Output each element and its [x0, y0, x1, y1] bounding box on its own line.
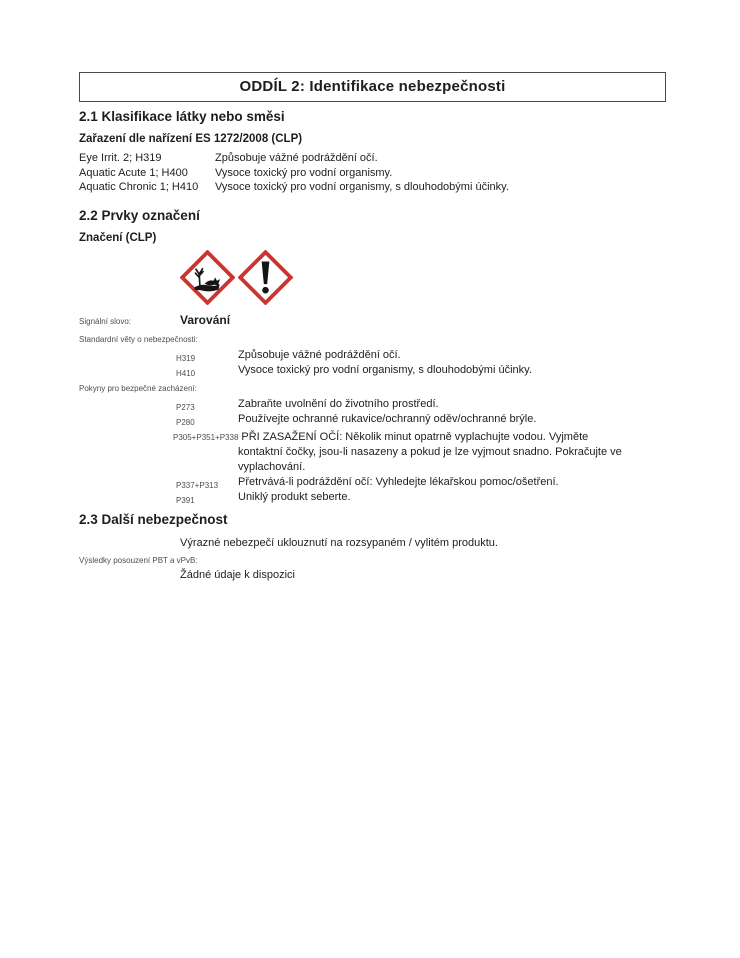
signal-word-row: [79, 313, 666, 327]
signal-word: Varování: [180, 312, 231, 327]
ghs09-environment-pictogram-icon: [180, 250, 235, 305]
hazard-statements-label: Standardní věty o nebezpečnosti:: [79, 334, 198, 344]
hazard-class-code: Aquatic Acute 1; H400: [79, 166, 188, 179]
subheading-clp-labelling: Značení (CLP): [79, 231, 157, 244]
section-2-content: [79, 72, 666, 587]
p-statement-text: Používejte ochranné rukavice/ochranný oděv/ochranné brýle.: [238, 412, 537, 425]
h-statement-text: Způsobuje vážné podráždění očí.: [238, 348, 401, 361]
ghs07-exclamation-pictogram-icon: [238, 250, 293, 305]
heading-2-1: 2.1 Klasifikace látky nebo směsi: [79, 109, 285, 124]
classification-row: [79, 166, 666, 181]
p-statement-text: PŘI ZASAŽENÍ OČÍ: Několik minut opatrně vyplachujte vodou. Vyjměte kontaktní čočky, jsou-li nasazeny a pokud je lze vyjmout snadno. Pokračujte ve vyplachování.: [238, 430, 622, 473]
section-title: ODDÍL 2: Identifikace nebezpečnosti: [79, 72, 666, 102]
p-statement-text: Uniklý produkt seberte.: [238, 490, 351, 503]
pbt-assessment-text: Žádné údaje k dispozici: [180, 568, 295, 581]
hazard-statement-row: [79, 348, 666, 363]
hazard-class-text: Způsobuje vážné podráždění očí.: [215, 152, 378, 164]
h-statement-code: H319: [176, 353, 196, 363]
p-statement-code: P273: [176, 402, 195, 412]
p-statement-code: P391: [176, 495, 195, 505]
classification-table: [79, 151, 666, 195]
p-statement-code: P337+P313: [176, 480, 219, 490]
precautionary-statement-row: [79, 475, 666, 490]
precautionary-statement-row: [79, 397, 666, 412]
hazard-class-code: Eye Irrit. 2; H319: [79, 152, 162, 164]
precautionary-statement-row: [79, 490, 666, 505]
hazard-class-text: Vysoce toxický pro vodní organismy.: [215, 166, 393, 179]
precautionary-statements-label: Pokyny pro bezpečné zacházení:: [79, 383, 197, 393]
classification-row: [79, 151, 666, 166]
precautionary-statement-row: [79, 430, 628, 475]
hazard-statement-row: [79, 363, 666, 378]
heading-2-3: 2.3 Další nebezpečnost: [79, 511, 228, 527]
classification-row: [79, 180, 666, 195]
hazard-class-text: Vysoce toxický pro vodní organismy, s dlouhodobými účinky.: [215, 181, 509, 193]
p-statement-text: Zabraňte uvolnění do životního prostředí.: [238, 397, 439, 410]
h-statement-code: H410: [176, 368, 196, 378]
p-statement-code: P280: [176, 417, 195, 427]
heading-2-2: 2.2 Prvky označení: [79, 207, 200, 223]
precautionary-statement-row: [79, 412, 666, 427]
pbt-assessment-label: Výsledky posouzení PBT a vPvB:: [79, 555, 198, 565]
p-statement-text: Přetrvává-li podráždění očí: Vyhledejte lékařskou pomoc/ošetření.: [238, 475, 559, 488]
other-hazards-text: Výrazné nebezpečí uklouznutí na rozsypaném / vylitém produktu.: [180, 536, 498, 549]
signal-word-label: Signální slovo:: [79, 316, 132, 326]
ghs-pictograms: [180, 250, 666, 305]
subheading-clp-classification: Zařazení dle nařízení ES 1272/2008 (CLP): [79, 133, 303, 145]
p-statement-code: P305+P351+P338: [173, 432, 239, 442]
hazard-class-code: Aquatic Chronic 1; H410: [79, 181, 199, 193]
h-statement-text: Vysoce toxický pro vodní organismy, s dlouhodobými účinky.: [238, 363, 532, 376]
